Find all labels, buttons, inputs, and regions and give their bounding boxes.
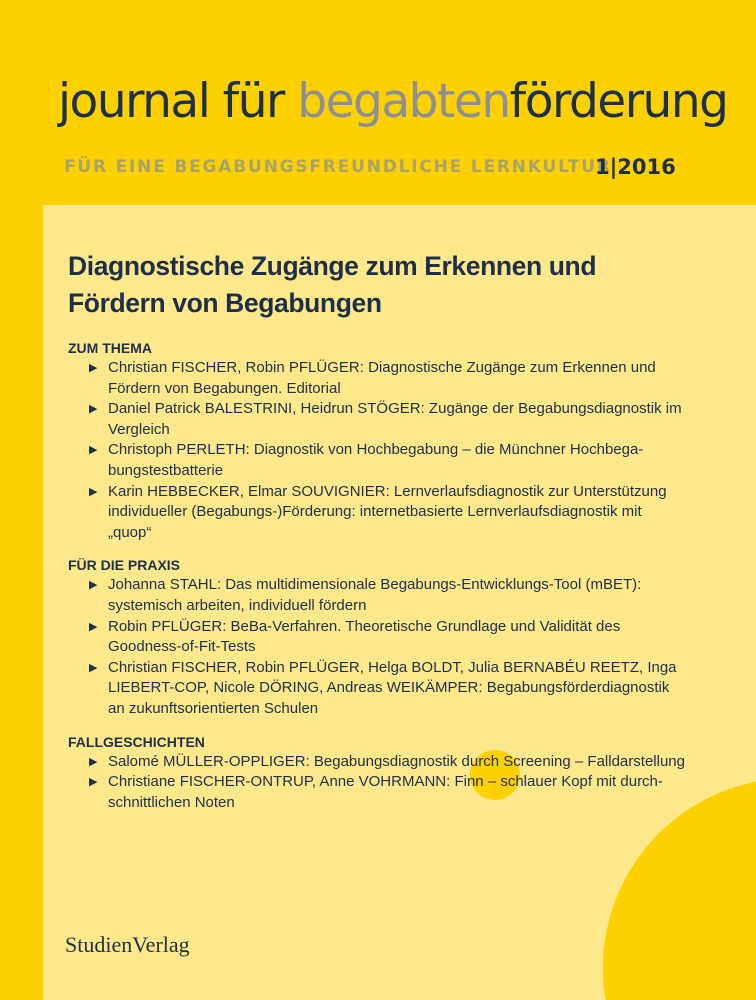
section-title: FALLGESCHICHTEN (68, 733, 205, 750)
toc-entry (68, 440, 688, 481)
toc-section (68, 338, 688, 543)
toc-entry-text: Christian FISCHER, Robin PFLÜGER: Diagnostische Zugänge zum Erkennen und Fördern von Begabungen. Editorial (108, 359, 656, 397)
toc-entry (68, 575, 688, 616)
toc-entry (68, 617, 688, 658)
toc-entry-text: Daniel Patrick BALESTRINI, Heidrun STÖGER: Zugänge der Begabungsdiagnostik im Vergleich (108, 400, 682, 438)
toc-entry-text: Johanna STAHL: Das multidimensionale Begabungs-Entwicklungs-Tool (mBET): systemisch arbeiten, individuell fördern (108, 576, 642, 614)
publisher-logo (65, 932, 190, 958)
triangle-right-icon: ▶ (89, 579, 98, 592)
toc-entry (68, 658, 688, 720)
toc-entry (68, 358, 688, 399)
toc-entry-text: Christian FISCHER, Robin PFLÜGER, Helga BOLDT, Julia BERNABÉU REETZ, Inga LIEBERT-COP, Nicole DÖRING, Andreas WEIKÄMPER: Begabungsförderdiagnostik an zukunftsorientierten Schulen (108, 658, 677, 717)
toc-entry-text: Christoph PERLETH: Diagnostik von Hochbegabung – die Münchner Hochbega-bungstestbatterie (108, 441, 644, 479)
triangle-right-icon: ▶ (89, 485, 98, 498)
toc-section (68, 732, 688, 814)
triangle-right-icon: ▶ (89, 661, 98, 674)
toc-entry-text: Salomé MÜLLER-OPPLIGER: Begabungsdiagnostik durch Screening – Falldarstellung (108, 752, 685, 770)
toc-section (68, 555, 688, 719)
toc-entry (68, 399, 688, 440)
toc-entry-text: Karin HEBBECKER, Elmar SOUVIGNIER: Lernverlaufsdiagnostik zur Unterstützung individueller (Begabungs-)Förderung: internetbasierte Lernverlaufsdiagnostik mit „quop“ (108, 482, 667, 541)
toc-entry-text: Robin PFLÜGER: BeBa-Verfahren. Theoretische Grundlage und Validität des Goodness-of-Fit-Tests (108, 617, 621, 656)
issue-headline: Diagnostische Zugänge zum Erkennen und Fördern von Begabungen (68, 251, 597, 318)
title-part-begabten: begabten (297, 74, 510, 129)
issue-number: 1|2016 (595, 155, 676, 179)
triangle-right-icon: ▶ (89, 403, 98, 416)
toc-entry (68, 482, 688, 544)
title-part-foerderung: förderung (509, 74, 728, 129)
triangle-right-icon: ▶ (89, 444, 98, 457)
triangle-right-icon: ▶ (89, 362, 98, 374)
content-panel (43, 205, 756, 1000)
triangle-right-icon: ▶ (89, 776, 98, 789)
toc-entry (68, 752, 688, 773)
journal-title (58, 74, 728, 129)
journal-subtitle: FÜR EINE BEGABUNGSFREUNDLICHE LERNKULTUR (64, 157, 612, 177)
masthead (0, 0, 756, 205)
triangle-right-icon: ▶ (89, 620, 98, 633)
toc-entry-text: Christiane FISCHER-ONTRUP, Anne VOHRMANN: Finn – schlauer Kopf mit durch-schnittlichen Noten (108, 773, 663, 811)
title-part-journal: journal für (58, 74, 298, 129)
publisher-part-verlag: Verlag (132, 932, 190, 957)
toc-entry (68, 772, 688, 813)
publisher-part-studien: Studien (65, 932, 133, 957)
table-of-contents (68, 338, 688, 825)
section-title: ZUM THEMA (68, 340, 152, 356)
section-title: FÜR DIE PRAXIS (68, 557, 181, 574)
triangle-right-icon: ▶ (89, 755, 98, 768)
